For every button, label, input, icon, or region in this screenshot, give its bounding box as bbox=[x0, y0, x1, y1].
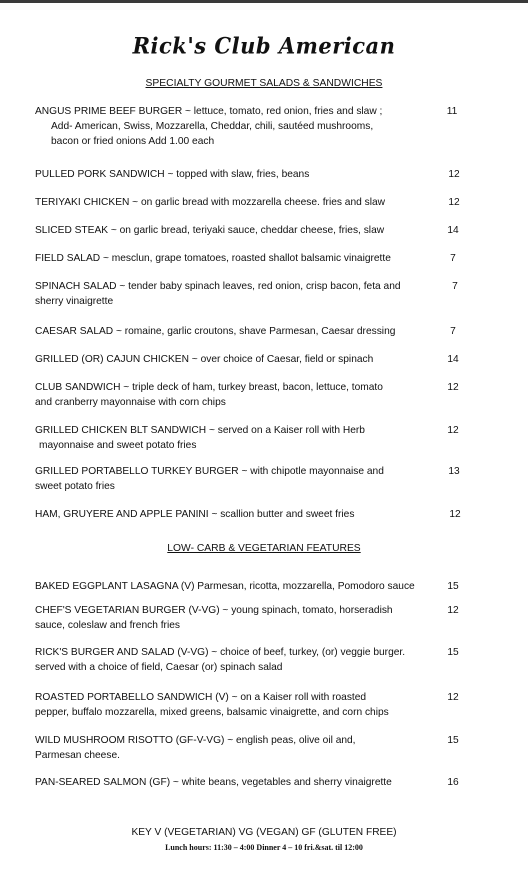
item-price: 12 bbox=[447, 382, 459, 393]
item-price: 12 bbox=[447, 605, 459, 616]
item-description: CLUB SANDWICH ~ triple deck of ham, turkey breast, bacon, lettuce, tomato bbox=[35, 382, 383, 393]
item-description: served with a choice of field, Caesar (or) spinach salad bbox=[35, 662, 283, 673]
item-description: SLICED STEAK ~ on garlic bread, teriyaki sauce, cheddar cheese, fries, slaw bbox=[35, 225, 385, 236]
item-description: GRILLED CHICKEN BLT SANDWICH ~ served on a Kaiser roll with Herb bbox=[35, 425, 365, 436]
item-price: 7 bbox=[450, 253, 456, 264]
item-description: GRILLED PORTABELLO TURKEY BURGER ~ with chipotle mayonnaise and bbox=[35, 466, 384, 477]
item-price: 12 bbox=[449, 509, 461, 520]
item-description: ANGUS PRIME BEEF BURGER ~ lettuce, tomato, red onion, fries and slaw ; bbox=[35, 106, 383, 117]
item-price: 11 bbox=[446, 106, 458, 117]
item-description: Parmesan cheese. bbox=[35, 750, 120, 761]
item-description: TERIYAKI CHICKEN ~ on garlic bread with mozzarella cheese. fries and slaw bbox=[35, 197, 386, 208]
item-price: 13 bbox=[448, 466, 460, 477]
item-description: mayonnaise and sweet potato fries bbox=[39, 440, 197, 451]
item-description: HAM, GRUYERE AND APPLE PANINI ~ scallion butter and sweet fries bbox=[35, 509, 355, 520]
item-price: 14 bbox=[447, 225, 459, 236]
item-description: RICK'S BURGER AND SALAD (V-VG) ~ choice of beef, turkey, (or) veggie burger. bbox=[35, 647, 406, 658]
menu-item-mushroom-risotto bbox=[35, 733, 435, 763]
menu-item-vegetarian-burger bbox=[35, 603, 435, 633]
item-description: PAN-SEARED SALMON (GF) ~ white beans, vegetables and sherry vinaigrette bbox=[35, 777, 392, 788]
item-description: pepper, buffalo mozzarella, mixed greens, balsamic vinaigrette, and corn chips bbox=[35, 707, 389, 718]
item-price: 15 bbox=[447, 581, 459, 592]
item-price: 12 bbox=[447, 692, 459, 703]
item-price: 16 bbox=[447, 777, 459, 788]
item-description: GRILLED (OR) CAJUN CHICKEN ~ over choice of Caesar, field or spinach bbox=[35, 354, 374, 365]
item-description: WILD MUSHROOM RISOTTO (GF-V-VG) ~ english peas, olive oil and, bbox=[35, 735, 356, 746]
menu-item-angus-burger bbox=[35, 104, 435, 149]
menu-item-chicken-blt bbox=[35, 423, 435, 453]
menu-item-portabello-turkey-burger bbox=[35, 464, 435, 494]
item-description: sherry vinaigrette bbox=[35, 296, 114, 307]
menu-item-grilled-cajun-chicken bbox=[35, 352, 435, 367]
item-description-add-ons: Add- American, Swiss, Mozzarella, Cheddar, chili, sautéed mushrooms, bbox=[51, 121, 374, 132]
restaurant-name: Rick's Club American bbox=[132, 32, 396, 59]
item-price: 12 bbox=[448, 197, 460, 208]
item-price: 15 bbox=[447, 735, 459, 746]
item-description: sweet potato fries bbox=[35, 481, 115, 492]
item-price: 12 bbox=[448, 169, 460, 180]
menu-item-sliced-steak bbox=[35, 223, 435, 238]
item-description: sauce, coleslaw and french fries bbox=[35, 620, 180, 631]
item-description: FIELD SALAD ~ mesclun, grape tomatoes, roasted shallot balsamic vinaigrette bbox=[35, 253, 391, 264]
menu-item-ham-gruyere-panini bbox=[35, 507, 435, 522]
item-description-add-ons: bacon or fried onions Add 1.00 each bbox=[51, 136, 215, 147]
section-heading-specialty: SPECIALTY GOURMET SALADS & SANDWICHES bbox=[145, 78, 383, 89]
item-description: SPINACH SALAD ~ tender baby spinach leaves, red onion, crisp bacon, feta and bbox=[35, 281, 401, 292]
item-description: ROASTED PORTABELLO SANDWICH (V) ~ on a Kaiser roll with roasted bbox=[35, 692, 367, 703]
item-price: 7 bbox=[452, 281, 458, 292]
item-description: BAKED EGGPLANT LASAGNA (V) Parmesan, ricotta, mozzarella, Pomodoro sauce bbox=[35, 581, 415, 592]
opening-hours: Lunch hours: 11:30 – 4:00 Dinner 4 – 10 fri.&sat. til 12:00 bbox=[165, 843, 363, 852]
section-heading-low-carb-vegetarian: LOW- CARB & VEGETARIAN FEATURES bbox=[167, 543, 361, 554]
menu-item-spinach-salad bbox=[35, 279, 435, 309]
item-price: 14 bbox=[447, 354, 459, 365]
menu-item-field-salad bbox=[35, 251, 435, 266]
item-description: CAESAR SALAD ~ romaine, garlic croutons, shave Parmesan, Caesar dressing bbox=[35, 326, 396, 337]
item-description: PULLED PORK SANDWICH ~ topped with slaw, fries, beans bbox=[35, 169, 310, 180]
menu-item-ricks-burger-salad bbox=[35, 645, 435, 675]
menu-item-teriyaki-chicken bbox=[35, 195, 435, 210]
menu-item-caesar-salad bbox=[35, 324, 435, 339]
item-price: 7 bbox=[450, 326, 456, 337]
menu-item-pulled-pork bbox=[35, 167, 435, 182]
item-price: 15 bbox=[447, 647, 459, 658]
menu-item-eggplant-lasagna bbox=[35, 579, 435, 594]
item-description: CHEF'S VEGETARIAN BURGER (V-VG) ~ young spinach, tomato, horseradish bbox=[35, 605, 393, 616]
menu-item-roasted-portabello-sandwich bbox=[35, 690, 435, 720]
menu-item-club-sandwich bbox=[35, 380, 435, 410]
menu-item-pan-seared-salmon bbox=[35, 775, 435, 790]
dietary-key: KEY V (VEGETARIAN) VG (VEGAN) GF (GLUTEN FREE) bbox=[131, 827, 397, 838]
item-price: 12 bbox=[447, 425, 459, 436]
item-description: and cranberry mayonnaise with corn chips bbox=[35, 397, 226, 408]
